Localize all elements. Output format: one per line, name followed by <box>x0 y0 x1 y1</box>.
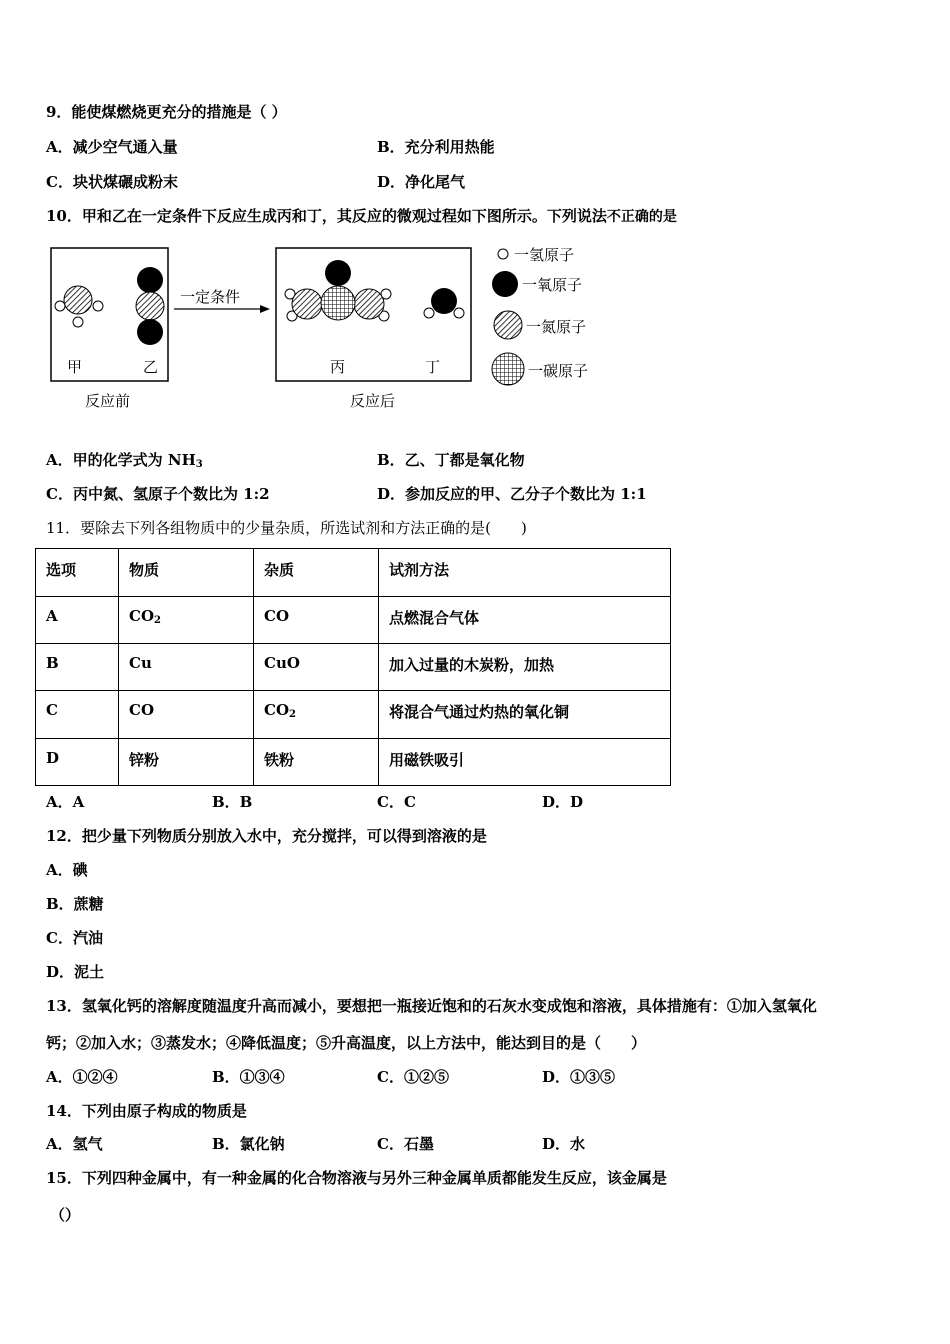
row-b-substance: Cu <box>119 644 254 691</box>
row-d-method: 用磁铁吸引 <box>379 739 671 786</box>
header-option: 选项 <box>36 549 119 597</box>
after-caption: 反应后 <box>350 392 396 410</box>
q11-table <box>35 548 671 786</box>
row-d-impurity: 铁粉 <box>254 739 379 786</box>
q15-stem: 15．下列四种金属中，有一种金属的化合物溶液与另外三种金属单质都能发生反应，该金属是 <box>46 1169 667 1187</box>
q11-option-b: B．B <box>212 793 253 811</box>
q11-stem: 11．要除去下列各组物质中的少量杂质，所选试剂和方法正确的是( ) <box>46 519 527 537</box>
q12-option-a: A．碘 <box>46 861 88 879</box>
q14-option-c: C．石墨 <box>377 1135 434 1153</box>
label-jia: 甲 <box>67 358 83 376</box>
label-ding: 丁 <box>425 358 441 376</box>
q9-option-a: A．减少空气通入量 <box>46 138 178 156</box>
q12-option-b: B．蔗糖 <box>46 895 104 913</box>
q14-stem: 14．下列由原子构成的物质是 <box>46 1102 247 1120</box>
q10-option-a-text: A．甲的化学式为 NH <box>46 451 196 469</box>
q10-option-d: D．参加反应的甲、乙分子个数比为 1:1 <box>377 485 647 503</box>
molecule-ding <box>424 288 464 318</box>
row-c-method: 将混合气通过灼热的氧化铜 <box>379 691 671 739</box>
row-d-substance: 锌粉 <box>119 739 254 786</box>
q9-option-d: D．净化尾气 <box>377 173 466 191</box>
row-c-impurity-text: CO <box>264 701 290 719</box>
row-b-option: B <box>36 644 119 691</box>
legend <box>492 249 524 385</box>
q10-stem-main: 10．甲和乙在一定条件下反应生成丙和丁，其反应的微观过程如下图所示。下列说法 <box>46 207 607 225</box>
label-bing: 丙 <box>330 358 346 376</box>
q14-option-d: D．水 <box>542 1135 586 1153</box>
legend-nitrogen: 一氮原子 <box>526 318 587 336</box>
q14-option-b: B．氯化钠 <box>212 1135 285 1153</box>
row-c-substance: CO <box>119 691 254 739</box>
header-substance: 物质 <box>119 549 254 597</box>
label-yi: 乙 <box>143 358 159 376</box>
row-c-impurity-sub: 2 <box>289 709 296 720</box>
table-row <box>36 597 671 644</box>
q14-option-a: A．氢气 <box>46 1135 103 1153</box>
row-d-option: D <box>36 739 119 786</box>
q15-stem-line2: （） <box>50 1206 81 1224</box>
molecule-bing <box>285 260 391 321</box>
row-b-impurity: CuO <box>254 644 379 691</box>
row-a-impurity: CO <box>254 597 379 644</box>
row-a-substance-text: CO <box>129 607 155 625</box>
table-header-row <box>36 549 671 597</box>
q10-option-b: B．乙、丁都是氧化物 <box>377 451 525 469</box>
q10-stem-emphasis: 不正确的是 <box>606 209 677 225</box>
q12-option-c: C．汽油 <box>46 929 103 947</box>
table-row <box>36 739 671 786</box>
row-c-option: C <box>36 691 119 739</box>
table-row <box>36 644 671 691</box>
molecule-jia <box>55 286 103 327</box>
legend-carbon: 一碳原子 <box>528 362 589 380</box>
header-impurity: 杂质 <box>254 549 379 597</box>
q13-option-d: D．①③⑤ <box>542 1068 616 1086</box>
q11-option-c: C．C <box>377 793 416 811</box>
q10-option-a <box>46 449 203 470</box>
row-a-substance <box>119 597 254 644</box>
q9-option-c: C．块状煤碾成粉末 <box>46 173 178 191</box>
q9-option-b: B．充分利用热能 <box>377 138 495 156</box>
q11-option-d: D．D <box>542 793 584 811</box>
q13-stem-line2: 钙；②加入水；③蒸发水；④降低温度；⑤升高温度，以上方法中，能达到目的是（ ） <box>46 1034 647 1052</box>
q10-option-a-sub: 3 <box>195 459 203 470</box>
q13-option-a: A．①②④ <box>46 1068 118 1086</box>
header-method: 试剂方法 <box>379 549 671 597</box>
table-row <box>36 691 671 739</box>
legend-hydrogen: 一氢原子 <box>514 246 575 264</box>
reaction-diagram <box>0 0 950 430</box>
q9-stem: 9．能使煤燃烧更充分的措施是（ ） <box>46 103 287 121</box>
row-a-substance-sub: 2 <box>154 615 161 626</box>
legend-oxygen: 一氧原子 <box>522 276 583 294</box>
row-b-method: 加入过量的木炭粉，加热 <box>379 644 671 691</box>
q11-option-a: A．A <box>46 793 85 811</box>
row-a-method: 点燃混合气体 <box>379 597 671 644</box>
q10-option-c: C．丙中氮、氢原子个数比为 1:2 <box>46 485 270 503</box>
q12-stem: 12．把少量下列物质分别放入水中，充分搅拌，可以得到溶液的是 <box>46 827 487 845</box>
q13-option-c: C．①②⑤ <box>377 1068 449 1086</box>
q13-stem-line1: 13．氢氧化钙的溶解度随温度升高而减小，要想把一瓶接近饱和的石灰水变成饱和溶液，具体措施有：①加入氢氧化 <box>46 997 817 1015</box>
arrow-label: 一定条件 <box>180 288 241 306</box>
row-a-option: A <box>36 597 119 644</box>
before-caption: 反应前 <box>85 392 131 410</box>
q13-option-b: B．①③④ <box>212 1068 285 1086</box>
row-c-impurity <box>254 691 379 739</box>
molecule-yi <box>136 267 164 345</box>
q12-option-d: D．泥土 <box>46 963 105 981</box>
